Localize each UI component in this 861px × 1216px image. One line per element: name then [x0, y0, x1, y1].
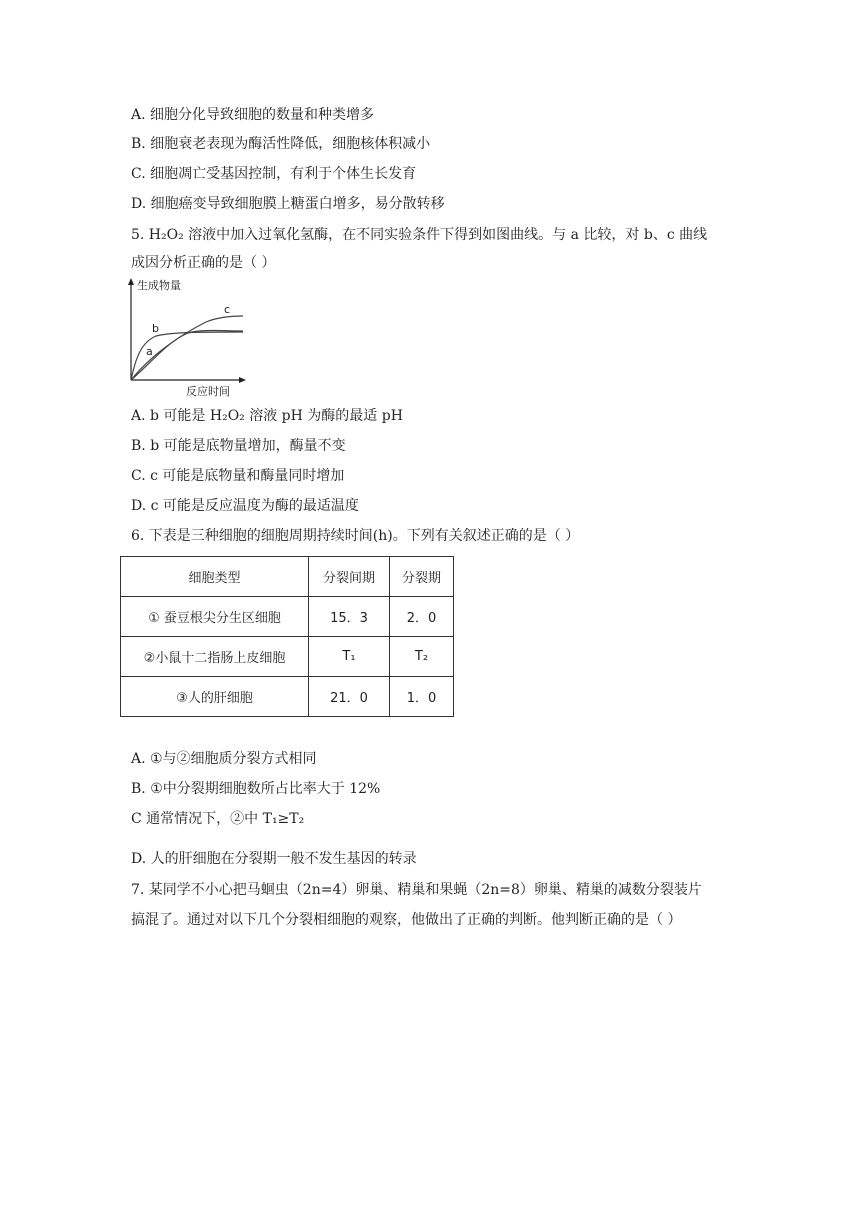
- q5-reaction-graph: [122, 276, 252, 398]
- q4-option-b: B. 细胞衰老表现为酶活性降低，细胞核体积减小: [131, 136, 431, 152]
- q5-option-d: D. c 可能是反应温度为酶的最适温度: [131, 498, 359, 514]
- graph-y-label: 生成物量: [137, 279, 181, 292]
- graph-x-label: 反应时间: [186, 385, 230, 398]
- curve-label-c: c: [224, 303, 231, 316]
- q5-option-a: A. b 可能是 H₂O₂ 溶液 pH 为酶的最适 pH: [131, 408, 403, 424]
- table-cell: T₁: [309, 637, 390, 677]
- table-row: [121, 677, 454, 717]
- table-cell: ③人的肝细胞: [121, 677, 309, 717]
- curve-label-a: a: [146, 345, 153, 358]
- table-cell: T₂: [390, 637, 454, 677]
- table-header-interphase: 分裂间期: [309, 557, 390, 597]
- table-cell: 21．0: [309, 677, 390, 717]
- table-cell: 15．3: [309, 597, 390, 637]
- q6-option-a: A. ①与②细胞质分裂方式相同: [131, 751, 317, 767]
- table-cell: ① 蚕豆根尖分生区细胞: [121, 597, 309, 637]
- cell-cycle-table: [120, 556, 454, 717]
- q6-option-d: D. 人的肝细胞在分裂期一般不发生基因的转录: [131, 851, 417, 867]
- q5-option-b: B. b 可能是底物量增加，酶量不变: [131, 438, 346, 454]
- q5-stem-line1: 5. H₂O₂ 溶液中加入过氧化氢酶，在不同实验条件下得到如图曲线。与 a 比较，对 b、c 曲线: [131, 227, 708, 243]
- table-cell: 1．0: [390, 677, 454, 717]
- table-header-row: [121, 557, 454, 597]
- q5-option-c: C. c 可能是底物量和酶量同时增加: [131, 468, 345, 484]
- curve-label-b: b: [152, 322, 159, 335]
- q4-option-c: C. 细胞凋亡受基因控制，有利于个体生长发育: [131, 166, 417, 182]
- q6-option-b: B. ①中分裂期细胞数所占比率大于 12%: [131, 781, 381, 797]
- q6-stem: 6. 下表是三种细胞的细胞周期持续时间(h)。下列有关叙述正确的是（ ）: [131, 528, 580, 544]
- table-header-cell-type: 细胞类型: [121, 557, 309, 597]
- table-header-mitosis: 分裂期: [390, 557, 454, 597]
- q6-option-c: C 通常情况下，②中 T₁≥T₂: [131, 811, 305, 827]
- table-cell: ②小鼠十二指肠上皮细胞: [121, 637, 309, 677]
- q4-option-a: A. 细胞分化导致细胞的数量和种类增多: [131, 107, 375, 123]
- table-row: [121, 637, 454, 677]
- q5-stem-line2: 成因分析正确的是（ ）: [131, 255, 276, 271]
- q4-option-d: D. 细胞癌变导致细胞膜上糖蛋白增多，易分散转移: [131, 196, 445, 212]
- table-cell: 2．0: [390, 597, 454, 637]
- q7-stem-line2: 搞混了。通过对以下几个分裂相细胞的观察，他做出了正确的判断。他判断正确的是（ ）: [131, 912, 682, 928]
- q7-stem-line1: 7. 某同学不小心把马蛔虫（2n=4）卵巢、精巢和果蝇（2n=8）卵巢、精巢的减数分裂装片: [131, 882, 702, 898]
- table-row: [121, 597, 454, 637]
